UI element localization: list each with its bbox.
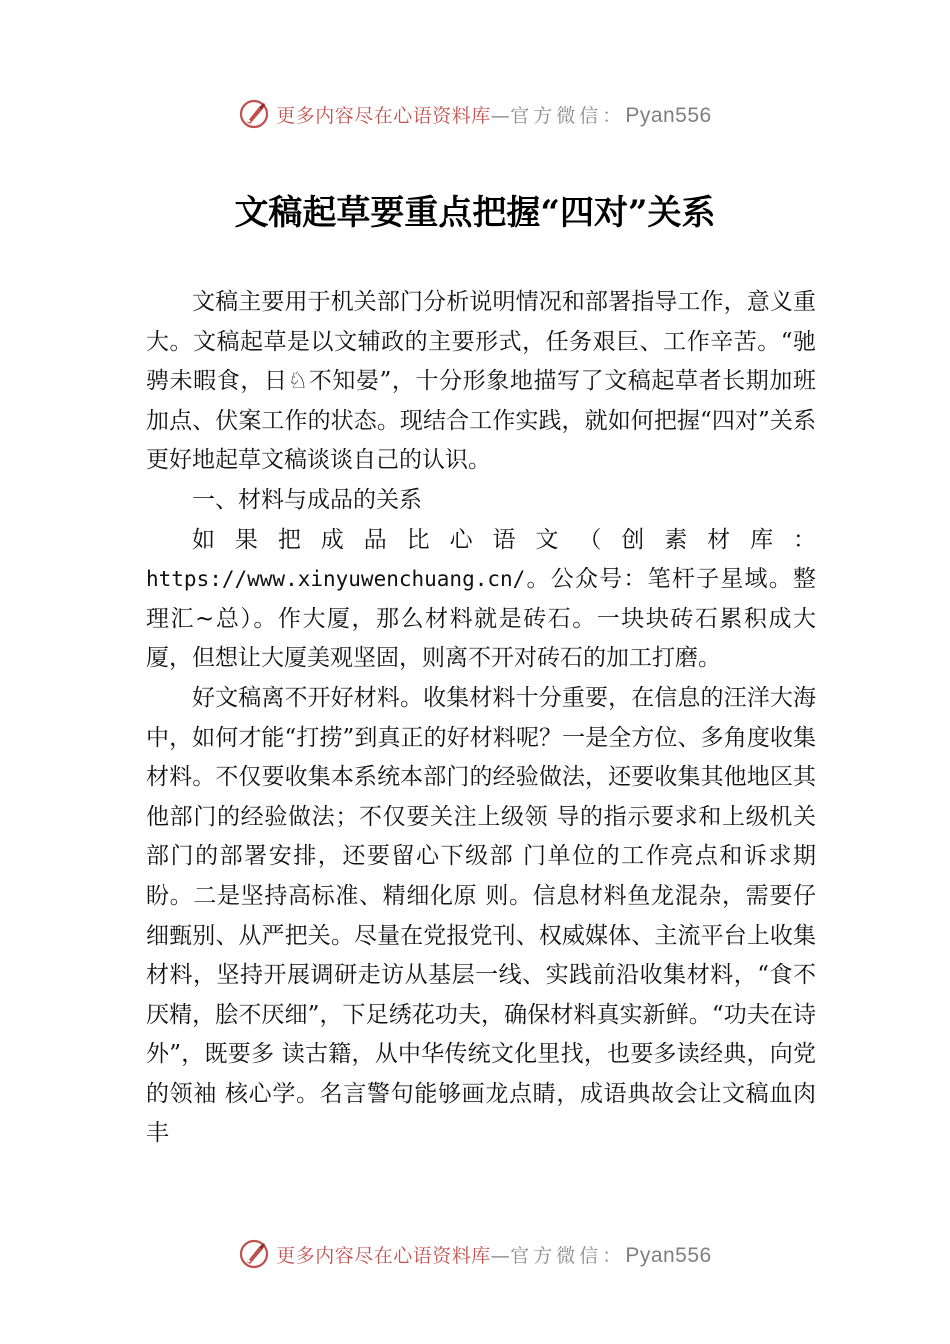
document-body bbox=[146, 283, 816, 1154]
source-url-link[interactable]: https://www.xinyuwenchuang.cn/ bbox=[146, 567, 526, 592]
footer-banner bbox=[0, 1232, 950, 1276]
pen-nib-logo-icon bbox=[238, 98, 270, 130]
banner-wechat-id: Pyan556 bbox=[625, 1243, 712, 1267]
paragraph-text-start: 如果把成品比心语文（创素材库： bbox=[192, 526, 816, 553]
banner-wechat-id: Pyan556 bbox=[625, 103, 712, 127]
document-title: 文稿起草要重点把握“四对”关系 bbox=[234, 193, 716, 233]
banner-dash: — bbox=[490, 1244, 511, 1267]
banner-wechat-label: 官方微信： bbox=[510, 1244, 626, 1267]
pen-nib-logo-icon bbox=[238, 1238, 270, 1270]
banner-brand-text: 更多内容尽在心语资料库 bbox=[276, 1244, 491, 1267]
paragraph-intro: 文稿主要用于机关部门分析说明情况和部署指导工作，意义重大。文稿起草是以文辅政的主要形式，任务艰巨、工作辛苦。“驰骋未暇食，日♘不知晏”，十分形象地描写了文稿起草者长期加班加点、伏案工作的状态。现结合工作实践，就如何把握“四对”关系更好地起草文稿谈谈自己的认识。 bbox=[146, 289, 816, 474]
header-banner bbox=[0, 92, 950, 136]
banner-wechat-label: 官方微信： bbox=[510, 104, 626, 127]
paragraph-materials-metaphor bbox=[146, 521, 816, 679]
section-heading-1: 一、材料与成品的关系 bbox=[192, 486, 422, 513]
paragraph-good-materials: 好文稿离不开好材料。收集材料十分重要，在信息的汪洋大海中，如何才能“打捞”到真正的好材料呢？一是全方位、多角度收集材料。不仅要收集本系统本部门的经验做法，还要收集其他地区其他部门的经验做法；不仅要关注上级领 导的指示要求和上级机关部门的部署安排，还要留心下级部 门单位的工作亮点和诉求期盼。二是坚持高标准、精细化原 则。信息材料鱼龙混杂，需要仔细甄别、从严把关。尽量在党报党刊、权威媒体、主流平台上收集材料，坚持开展调研走访从基层一线、实践前沿收集材料，“食不厌精，脍不厌细”，下足绣花功夫，确保材料真实新鲜。“功夫在诗外”，既要多 读古籍，从中华传统文化里找，也要多读经典，向党的领袖 核心学。名言警句能够画龙点睛，成语典故会让文稿血肉丰 bbox=[146, 684, 816, 1147]
banner-brand-text: 更多内容尽在心语资料库 bbox=[276, 104, 491, 127]
paragraph-text-end: 。公众号：笔杆子星域。整理汇~总）。作大厦，那么材料就是砖石。一块块砖石累积成大厦，但想让大厦美观坚固，则离不开对砖石的加工打磨。 bbox=[146, 566, 816, 672]
banner-dash: — bbox=[490, 104, 511, 127]
